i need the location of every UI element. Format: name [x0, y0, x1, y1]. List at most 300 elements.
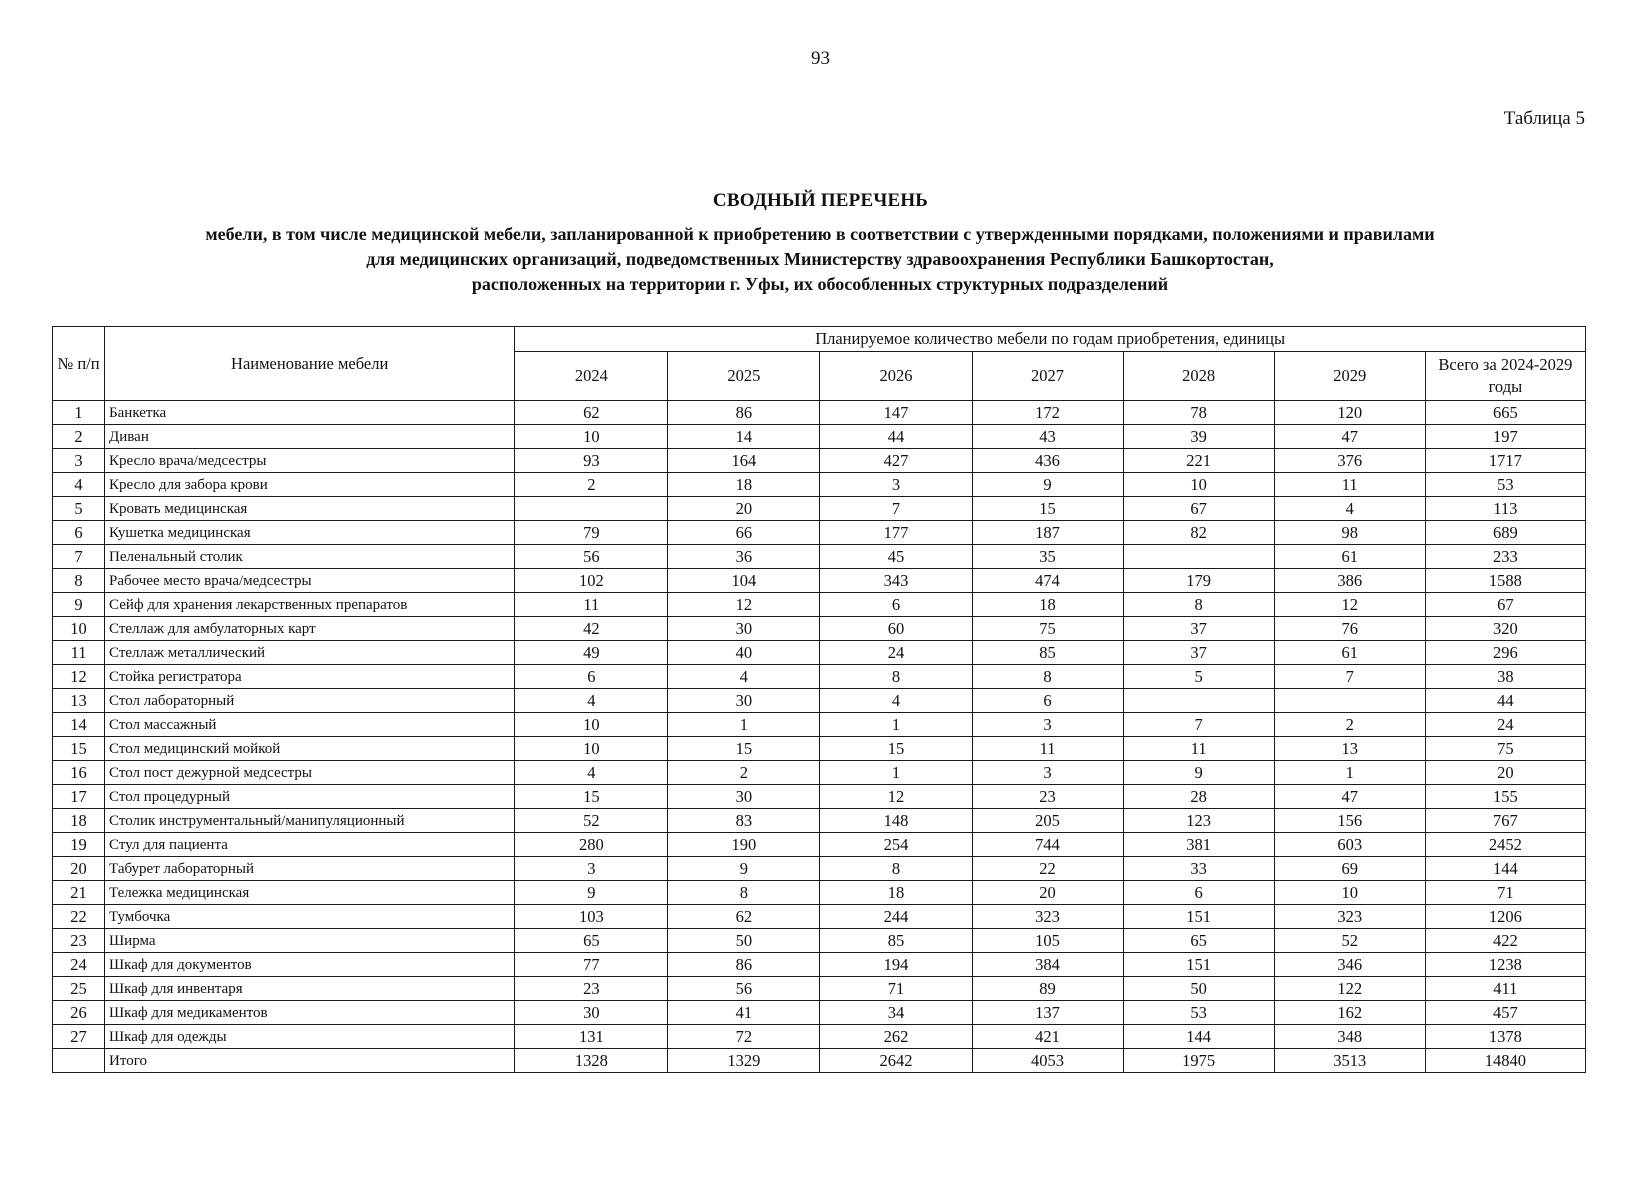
- table-row: [53, 425, 1586, 449]
- year-value: 83: [668, 809, 820, 833]
- total-value: 665: [1425, 401, 1585, 425]
- year-value: 156: [1274, 809, 1425, 833]
- furniture-name: Кушетка медицинская: [105, 521, 515, 545]
- year-value: 53: [1123, 1001, 1274, 1025]
- table-row: [53, 689, 1586, 713]
- total-value: 296: [1425, 641, 1585, 665]
- year-value: 103: [515, 905, 668, 929]
- year-value: 323: [1274, 905, 1425, 929]
- year-value: 98: [1274, 521, 1425, 545]
- total-value: 1588: [1425, 569, 1585, 593]
- total-value: 75: [1425, 737, 1585, 761]
- furniture-name: Шкаф для документов: [105, 953, 515, 977]
- year-value: 86: [668, 401, 820, 425]
- row-number: 8: [53, 569, 105, 593]
- year-value: 56: [668, 977, 820, 1001]
- furniture-name: Сейф для хранения лекарственных препаратов: [105, 593, 515, 617]
- row-number: 2: [53, 425, 105, 449]
- year-value: 72: [668, 1025, 820, 1049]
- year-value: 52: [515, 809, 668, 833]
- year-value: 254: [820, 833, 972, 857]
- year-value: 1: [820, 713, 972, 737]
- furniture-name: Стол процедурный: [105, 785, 515, 809]
- row-number: 26: [53, 1001, 105, 1025]
- year-value: 2: [515, 473, 668, 497]
- year-value: 151: [1123, 905, 1274, 929]
- year-value: 102: [515, 569, 668, 593]
- year-value: 82: [1123, 521, 1274, 545]
- furniture-name: Стол пост дежурной медсестры: [105, 761, 515, 785]
- year-value: [1274, 689, 1425, 713]
- year-value: 15: [668, 737, 820, 761]
- row-number: 1: [53, 401, 105, 425]
- row-number: 7: [53, 545, 105, 569]
- year-value: 4: [668, 665, 820, 689]
- column-header-year: 2027: [972, 352, 1123, 401]
- year-value: 8: [820, 665, 972, 689]
- year-value: 148: [820, 809, 972, 833]
- year-value: 8: [668, 881, 820, 905]
- total-value: 1238: [1425, 953, 1585, 977]
- subtitle-line: мебели, в том числе медицинской мебели, запланированной к приобретению в соответствии с утвержденными порядками, положениями и правилами: [205, 224, 1435, 244]
- year-value: 49: [515, 641, 668, 665]
- year-value: 3: [972, 713, 1123, 737]
- year-value: 164: [668, 449, 820, 473]
- table-row: [53, 521, 1586, 545]
- year-value: 244: [820, 905, 972, 929]
- furniture-name: Тележка медицинская: [105, 881, 515, 905]
- year-value: 30: [668, 617, 820, 641]
- year-value: 23: [515, 977, 668, 1001]
- year-value: 194: [820, 953, 972, 977]
- year-value: [1123, 545, 1274, 569]
- year-value: 8: [972, 665, 1123, 689]
- furniture-name: Итого: [105, 1049, 515, 1073]
- year-value: 744: [972, 833, 1123, 857]
- furniture-table-container: [52, 326, 1586, 1073]
- table-row: [53, 449, 1586, 473]
- year-value: [1123, 689, 1274, 713]
- row-number: 14: [53, 713, 105, 737]
- total-value: 14840: [1425, 1049, 1585, 1073]
- year-value: 162: [1274, 1001, 1425, 1025]
- total-value: 233: [1425, 545, 1585, 569]
- year-value: 3513: [1274, 1049, 1425, 1073]
- table-row: [53, 641, 1586, 665]
- row-number: 18: [53, 809, 105, 833]
- document-subtitle: [120, 222, 1520, 297]
- year-value: 4: [515, 689, 668, 713]
- year-value: 421: [972, 1025, 1123, 1049]
- total-value: 67: [1425, 593, 1585, 617]
- table-row: [53, 617, 1586, 641]
- year-value: 8: [820, 857, 972, 881]
- year-value: 75: [972, 617, 1123, 641]
- year-value: 40: [668, 641, 820, 665]
- year-value: 78: [1123, 401, 1274, 425]
- year-value: 1328: [515, 1049, 668, 1073]
- year-value: 66: [668, 521, 820, 545]
- year-value: 33: [1123, 857, 1274, 881]
- year-value: 376: [1274, 449, 1425, 473]
- year-value: 85: [972, 641, 1123, 665]
- year-value: 436: [972, 449, 1123, 473]
- year-value: 20: [668, 497, 820, 521]
- total-value: 2452: [1425, 833, 1585, 857]
- year-value: 15: [515, 785, 668, 809]
- year-value: 85: [820, 929, 972, 953]
- year-value: 23: [972, 785, 1123, 809]
- total-row: [53, 1049, 1586, 1073]
- year-value: 4: [820, 689, 972, 713]
- subtitle-line: расположенных на территории г. Уфы, их обособленных структурных подразделений: [471, 274, 1169, 294]
- total-value: 689: [1425, 521, 1585, 545]
- year-value: 6: [820, 593, 972, 617]
- year-value: 9: [1123, 761, 1274, 785]
- year-value: 20: [972, 881, 1123, 905]
- table-row: [53, 977, 1586, 1001]
- year-value: 86: [668, 953, 820, 977]
- year-value: 61: [1274, 641, 1425, 665]
- row-number: 12: [53, 665, 105, 689]
- year-value: 10: [1274, 881, 1425, 905]
- year-value: 8: [1123, 593, 1274, 617]
- year-value: 18: [668, 473, 820, 497]
- total-value: 1206: [1425, 905, 1585, 929]
- year-value: 427: [820, 449, 972, 473]
- year-value: 3: [820, 473, 972, 497]
- table-row: [53, 569, 1586, 593]
- year-value: 179: [1123, 569, 1274, 593]
- furniture-name: Столик инструментальный/манипуляционный: [105, 809, 515, 833]
- year-value: 1: [668, 713, 820, 737]
- year-value: 7: [1274, 665, 1425, 689]
- year-value: 69: [1274, 857, 1425, 881]
- total-value: 53: [1425, 473, 1585, 497]
- year-value: 62: [668, 905, 820, 929]
- year-value: 3: [515, 857, 668, 881]
- year-value: 56: [515, 545, 668, 569]
- year-value: 9: [668, 857, 820, 881]
- year-value: 105: [972, 929, 1123, 953]
- table-row: [53, 905, 1586, 929]
- year-value: 386: [1274, 569, 1425, 593]
- row-number: 3: [53, 449, 105, 473]
- furniture-name: Стол лабораторный: [105, 689, 515, 713]
- column-header-name: Наименование мебели: [105, 327, 515, 401]
- year-value: 205: [972, 809, 1123, 833]
- row-number: 21: [53, 881, 105, 905]
- row-number: 5: [53, 497, 105, 521]
- year-value: 323: [972, 905, 1123, 929]
- year-value: [515, 497, 668, 521]
- year-value: 6: [1123, 881, 1274, 905]
- total-value: 155: [1425, 785, 1585, 809]
- year-value: 177: [820, 521, 972, 545]
- table-row: [53, 833, 1586, 857]
- table-row: [53, 809, 1586, 833]
- table-row: [53, 545, 1586, 569]
- table-row: [53, 929, 1586, 953]
- year-value: 89: [972, 977, 1123, 1001]
- year-value: 36: [668, 545, 820, 569]
- document-title: СВОДНЫЙ ПЕРЕЧЕНЬ: [712, 190, 929, 211]
- total-value: 411: [1425, 977, 1585, 1001]
- table-row: [53, 497, 1586, 521]
- year-value: 24: [820, 641, 972, 665]
- table-label: Таблица 5: [1503, 108, 1585, 129]
- table-row: [53, 473, 1586, 497]
- furniture-name: Стеллаж для амбулаторных карт: [105, 617, 515, 641]
- table-row: [53, 953, 1586, 977]
- year-value: 22: [972, 857, 1123, 881]
- column-header-year: 2025: [668, 352, 820, 401]
- year-value: 137: [972, 1001, 1123, 1025]
- year-value: 30: [515, 1001, 668, 1025]
- row-number: 6: [53, 521, 105, 545]
- column-group-header: Планируемое количество мебели по годам приобретения, единицы: [515, 327, 1586, 352]
- table-row: [53, 1025, 1586, 1049]
- year-value: 1975: [1123, 1049, 1274, 1073]
- furniture-name: Табурет лабораторный: [105, 857, 515, 881]
- year-value: 12: [668, 593, 820, 617]
- table-body: [53, 401, 1586, 1073]
- furniture-name: Шкаф для медикаментов: [105, 1001, 515, 1025]
- total-value: 422: [1425, 929, 1585, 953]
- year-value: 76: [1274, 617, 1425, 641]
- year-value: 35: [972, 545, 1123, 569]
- year-value: 262: [820, 1025, 972, 1049]
- year-value: 384: [972, 953, 1123, 977]
- column-header-total: Всего за 2024-2029 годы: [1425, 352, 1585, 401]
- furniture-name: Ширма: [105, 929, 515, 953]
- total-value: 38: [1425, 665, 1585, 689]
- year-value: 18: [972, 593, 1123, 617]
- table-row: [53, 713, 1586, 737]
- furniture-name: Шкаф для одежды: [105, 1025, 515, 1049]
- furniture-name: Стойка регистратора: [105, 665, 515, 689]
- row-number: 25: [53, 977, 105, 1001]
- furniture-name: Банкетка: [105, 401, 515, 425]
- column-header-year: 2024: [515, 352, 668, 401]
- year-value: 11: [1274, 473, 1425, 497]
- total-value: 1378: [1425, 1025, 1585, 1049]
- page-number: 93: [811, 48, 830, 69]
- year-value: 343: [820, 569, 972, 593]
- year-value: 4053: [972, 1049, 1123, 1073]
- year-value: 65: [1123, 929, 1274, 953]
- total-value: 197: [1425, 425, 1585, 449]
- table-header-row: [53, 327, 1586, 352]
- total-value: 320: [1425, 617, 1585, 641]
- year-value: 15: [972, 497, 1123, 521]
- year-value: 93: [515, 449, 668, 473]
- year-value: 147: [820, 401, 972, 425]
- table-row: [53, 737, 1586, 761]
- row-number: 4: [53, 473, 105, 497]
- subtitle-line: для медицинских организаций, подведомственных Министерству здравоохранения Республики Башкортостан,: [366, 249, 1274, 269]
- year-value: 67: [1123, 497, 1274, 521]
- furniture-name: Пеленальный столик: [105, 545, 515, 569]
- row-number: 19: [53, 833, 105, 857]
- year-value: 60: [820, 617, 972, 641]
- furniture-name: Стул для пациента: [105, 833, 515, 857]
- row-number: 23: [53, 929, 105, 953]
- column-header-year: 2029: [1274, 352, 1425, 401]
- year-value: 45: [820, 545, 972, 569]
- table-row: [53, 1001, 1586, 1025]
- total-value: 71: [1425, 881, 1585, 905]
- furniture-name: Кровать медицинская: [105, 497, 515, 521]
- total-value: 20: [1425, 761, 1585, 785]
- furniture-name: Рабочее место врача/медсестры: [105, 569, 515, 593]
- row-number: 13: [53, 689, 105, 713]
- year-value: 6: [972, 689, 1123, 713]
- year-value: 37: [1123, 641, 1274, 665]
- total-value: 767: [1425, 809, 1585, 833]
- year-value: 30: [668, 785, 820, 809]
- year-value: 41: [668, 1001, 820, 1025]
- total-value: 1717: [1425, 449, 1585, 473]
- year-value: 221: [1123, 449, 1274, 473]
- table-row: [53, 761, 1586, 785]
- year-value: 603: [1274, 833, 1425, 857]
- row-number: 10: [53, 617, 105, 641]
- furniture-name: Стеллаж металлический: [105, 641, 515, 665]
- furniture-name: Тумбочка: [105, 905, 515, 929]
- year-value: 2: [668, 761, 820, 785]
- year-value: 79: [515, 521, 668, 545]
- row-number: 11: [53, 641, 105, 665]
- year-value: 10: [1123, 473, 1274, 497]
- table-row: [53, 593, 1586, 617]
- row-number: 9: [53, 593, 105, 617]
- table-row: [53, 401, 1586, 425]
- total-value: 44: [1425, 689, 1585, 713]
- year-value: 44: [820, 425, 972, 449]
- row-number: 22: [53, 905, 105, 929]
- year-value: 30: [668, 689, 820, 713]
- year-value: 62: [515, 401, 668, 425]
- year-value: 1: [820, 761, 972, 785]
- year-value: 10: [515, 713, 668, 737]
- year-value: 4: [515, 761, 668, 785]
- year-value: 43: [972, 425, 1123, 449]
- year-value: 104: [668, 569, 820, 593]
- furniture-name: Диван: [105, 425, 515, 449]
- total-value: 113: [1425, 497, 1585, 521]
- column-header-year: 2028: [1123, 352, 1274, 401]
- row-number: 24: [53, 953, 105, 977]
- year-value: 122: [1274, 977, 1425, 1001]
- year-value: 381: [1123, 833, 1274, 857]
- year-value: 11: [972, 737, 1123, 761]
- year-value: 65: [515, 929, 668, 953]
- total-value: 24: [1425, 713, 1585, 737]
- year-value: 10: [515, 425, 668, 449]
- year-value: 42: [515, 617, 668, 641]
- table-row: [53, 857, 1586, 881]
- year-value: 2: [1274, 713, 1425, 737]
- column-header-number: № п/п: [53, 327, 105, 401]
- year-value: 61: [1274, 545, 1425, 569]
- year-value: 13: [1274, 737, 1425, 761]
- year-value: 52: [1274, 929, 1425, 953]
- year-value: 348: [1274, 1025, 1425, 1049]
- year-value: 37: [1123, 617, 1274, 641]
- year-value: 3: [972, 761, 1123, 785]
- year-value: 5: [1123, 665, 1274, 689]
- year-value: 4: [1274, 497, 1425, 521]
- year-value: 71: [820, 977, 972, 1001]
- year-value: 10: [515, 737, 668, 761]
- year-value: 123: [1123, 809, 1274, 833]
- year-value: 7: [820, 497, 972, 521]
- year-value: 2642: [820, 1049, 972, 1073]
- table-row: [53, 881, 1586, 905]
- year-value: 151: [1123, 953, 1274, 977]
- furniture-name: Кресло врача/медсестры: [105, 449, 515, 473]
- year-value: 187: [972, 521, 1123, 545]
- furniture-name: Шкаф для инвентаря: [105, 977, 515, 1001]
- year-value: 12: [820, 785, 972, 809]
- furniture-name: Стол массажный: [105, 713, 515, 737]
- row-number: 15: [53, 737, 105, 761]
- year-value: 18: [820, 881, 972, 905]
- year-value: 15: [820, 737, 972, 761]
- furniture-name: Стол медицинский мойкой: [105, 737, 515, 761]
- year-value: 7: [1123, 713, 1274, 737]
- furniture-name: Кресло для забора крови: [105, 473, 515, 497]
- table-row: [53, 665, 1586, 689]
- year-value: 50: [1123, 977, 1274, 1001]
- year-value: 6: [515, 665, 668, 689]
- column-header-year: 2026: [820, 352, 972, 401]
- year-value: 1329: [668, 1049, 820, 1073]
- row-number: [53, 1049, 105, 1073]
- year-value: 144: [1123, 1025, 1274, 1049]
- total-value: 457: [1425, 1001, 1585, 1025]
- year-value: 474: [972, 569, 1123, 593]
- year-value: 190: [668, 833, 820, 857]
- row-number: 16: [53, 761, 105, 785]
- furniture-table: [52, 326, 1586, 1073]
- row-number: 27: [53, 1025, 105, 1049]
- year-value: 12: [1274, 593, 1425, 617]
- year-value: 280: [515, 833, 668, 857]
- year-value: 131: [515, 1025, 668, 1049]
- total-value: 144: [1425, 857, 1585, 881]
- table-row: [53, 785, 1586, 809]
- year-value: 346: [1274, 953, 1425, 977]
- row-number: 20: [53, 857, 105, 881]
- year-value: 39: [1123, 425, 1274, 449]
- row-number: 17: [53, 785, 105, 809]
- year-value: 14: [668, 425, 820, 449]
- year-value: 47: [1274, 425, 1425, 449]
- year-value: 47: [1274, 785, 1425, 809]
- year-value: 28: [1123, 785, 1274, 809]
- year-value: 77: [515, 953, 668, 977]
- year-value: 120: [1274, 401, 1425, 425]
- year-value: 11: [1123, 737, 1274, 761]
- year-value: 1: [1274, 761, 1425, 785]
- year-value: 9: [972, 473, 1123, 497]
- year-value: 172: [972, 401, 1123, 425]
- year-value: 34: [820, 1001, 972, 1025]
- year-value: 9: [515, 881, 668, 905]
- year-value: 50: [668, 929, 820, 953]
